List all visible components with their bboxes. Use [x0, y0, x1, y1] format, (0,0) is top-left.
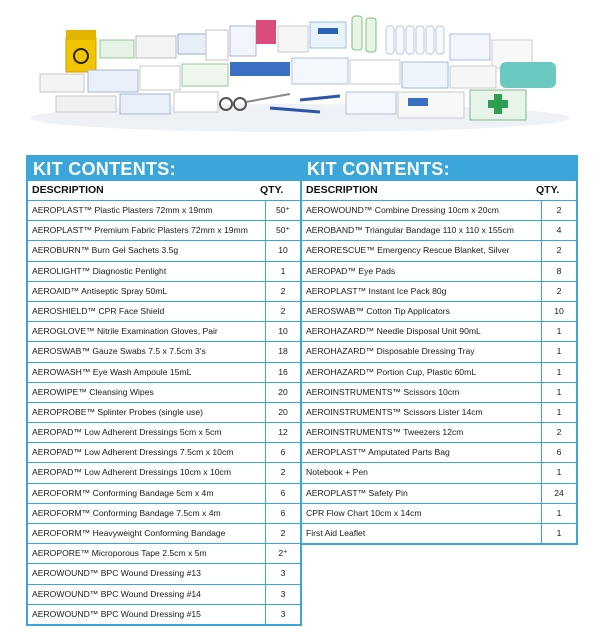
item-qty: 2 [556, 285, 562, 296]
item-description: Notebook + Pen [302, 463, 542, 482]
table-row [302, 302, 576, 322]
qty-column-header: QTY. [536, 184, 560, 196]
table-row [302, 524, 576, 543]
table-row [302, 443, 576, 463]
table-row [302, 363, 576, 383]
item-description: AEROPAD™ Low Adherent Dressings 5cm x 5cm [28, 423, 266, 442]
item-description: AEROLIGHT™ Diagnostic Penlight [28, 262, 266, 281]
table-row [28, 463, 300, 483]
table-row [28, 443, 300, 463]
item-qty: 10 [278, 245, 288, 256]
item-qty: 10 [554, 305, 564, 316]
item-description: AEROPLAST™ Safety Pin [302, 484, 542, 503]
item-qty: 6 [280, 447, 286, 458]
table-row [28, 342, 300, 362]
item-qty: 1 [280, 265, 286, 276]
kit-contents-table-right [300, 155, 578, 545]
item-qty: 3 [280, 588, 286, 599]
table-row [302, 221, 576, 241]
table-row [28, 605, 300, 624]
item-description: AEROGLOVE™ Nitrile Examination Gloves, Pair [28, 322, 266, 341]
table-row [302, 262, 576, 282]
table-row [302, 241, 576, 261]
table-row [28, 201, 300, 221]
item-qty: 2 [556, 205, 562, 215]
item-description: AEROFORM™ Heavyweight Conforming Bandage [28, 524, 266, 543]
item-qty: 2⁺ [278, 548, 288, 559]
item-description: AEROWOUND™ BPC Wound Dressing #14 [28, 585, 266, 604]
kit-contents-photo [0, 0, 600, 150]
item-description: AEROHAZARD™ Portion Cup, Plastic 60mL [302, 363, 542, 382]
item-description: AEROWOUND™ BPC Wound Dressing #15 [28, 605, 266, 624]
item-qty: 6 [556, 447, 562, 458]
item-description: CPR Flow Chart 10cm x 14cm [302, 504, 542, 523]
item-description: AEROBURN™ Burn Gel Sachets 3.5g [28, 241, 266, 260]
item-description: AEROPLAST™ Plastic Plasters 72mm x 19mm [28, 201, 266, 220]
item-description: AEROSWAB™ Cotton Tip Applicators [302, 302, 542, 321]
item-description: AEROSWAB™ Gauze Swabs 7.5 x 7.5cm 3's [28, 342, 266, 361]
table-row [28, 221, 300, 241]
item-description: AEROWIPE™ Cleansing Wipes [28, 383, 266, 402]
item-qty: 8 [556, 265, 562, 276]
table-row [28, 322, 300, 342]
item-description: AEROFORM™ Conforming Bandage 5cm x 4m [28, 484, 266, 503]
item-qty: 4 [556, 225, 562, 236]
table-row [302, 282, 576, 302]
table-row [28, 262, 300, 282]
item-description: AEROWOUND™ BPC Wound Dressing #13 [28, 564, 266, 583]
item-qty: 16 [278, 366, 288, 377]
table-row [302, 504, 576, 524]
table-row [28, 544, 300, 564]
item-description: AEROPAD™ Low Adherent Dressings 10cm x 10cm [28, 463, 266, 482]
description-column-header: DESCRIPTION [32, 184, 104, 196]
item-qty: 2 [556, 427, 562, 438]
table-row [302, 463, 576, 483]
item-description: AEROFORM™ Conforming Bandage 7.5cm x 4m [28, 504, 266, 523]
table-row [302, 201, 576, 221]
table-title: KIT CONTENTS: [302, 157, 576, 181]
item-qty: 1 [556, 406, 562, 417]
item-qty: 18 [278, 346, 288, 357]
item-description: AEROINSTRUMENTS™ Scissors Lister 14cm [302, 403, 542, 422]
item-qty: 20 [278, 406, 288, 417]
item-description: AEROINSTRUMENTS™ Tweezers 12cm [302, 423, 542, 442]
item-description: AEROPLAST™ Amputated Parts Bag [302, 443, 542, 462]
table-header [28, 181, 300, 201]
table-row [302, 403, 576, 423]
item-qty: 50⁺ [275, 225, 291, 236]
table-title: KIT CONTENTS: [28, 157, 300, 181]
first-aid-case-icon [470, 90, 526, 120]
item-qty: 6 [280, 507, 286, 518]
item-description: AEROPAD™ Low Adherent Dressings 7.5cm x 10cm [28, 443, 266, 462]
item-description: AEROBAND™ Triangular Bandage 110 x 110 x 155cm [302, 221, 542, 240]
item-qty: 1 [556, 507, 562, 518]
table-header [302, 181, 576, 201]
item-qty: 12 [278, 427, 288, 438]
biohazard-box-icon [66, 30, 96, 72]
table-row [28, 383, 300, 403]
table-row [28, 241, 300, 261]
table-row [302, 322, 576, 342]
item-description: AEROWASH™ Eye Wash Ampoule 15mL [28, 363, 266, 382]
table-row [28, 282, 300, 302]
item-qty: 1 [556, 326, 562, 337]
item-description: First Aid Leaflet [302, 524, 542, 543]
table-row [28, 504, 300, 524]
item-description: AEROPROBE™ Splinter Probes (single use) [28, 403, 266, 422]
item-qty: 2 [280, 285, 286, 296]
item-qty: 50⁺ [275, 205, 291, 215]
table-row [302, 484, 576, 504]
item-description: AEROPLAST™ Premium Fabric Plasters 72mm x 19mm [28, 221, 266, 240]
item-description: AEROHAZARD™ Needle Disposal Unit 90mL [302, 322, 542, 341]
item-qty: 2 [280, 528, 286, 538]
table-row [28, 403, 300, 423]
item-description: AEROHAZARD™ Disposable Dressing Tray [302, 342, 542, 361]
description-column-header: DESCRIPTION [306, 184, 378, 196]
item-qty: 10 [278, 326, 288, 337]
item-qty: 1 [556, 386, 562, 397]
item-description: AEROPORE™ Microporous Tape 2.5cm x 5m [28, 544, 266, 563]
qty-column-header: QTY. [260, 184, 284, 196]
item-qty: 20 [278, 386, 288, 397]
table-row [28, 564, 300, 584]
item-description: AEROINSTRUMENTS™ Scissors 10cm [302, 383, 542, 402]
kit-contents-table-left [26, 155, 302, 626]
item-description: AEROSHIELD™ CPR Face Shield [28, 302, 266, 321]
item-qty: 2 [556, 245, 562, 256]
table-row [28, 524, 300, 544]
table-row [28, 585, 300, 605]
item-qty: 2 [280, 305, 286, 316]
item-qty: 2 [280, 467, 286, 478]
table-row [28, 484, 300, 504]
table-row [302, 383, 576, 403]
item-qty: 3 [280, 568, 286, 579]
table-row [28, 423, 300, 443]
item-qty: 1 [556, 528, 562, 538]
item-description: AERORESCUE™ Emergency Rescue Blanket, Silver [302, 241, 542, 260]
item-qty: 3 [280, 608, 286, 619]
table-row [302, 342, 576, 362]
table-row [302, 423, 576, 443]
item-description: AEROWOUND™ Combine Dressing 10cm x 20cm [302, 201, 542, 220]
table-row [28, 363, 300, 383]
item-qty: 1 [556, 346, 562, 357]
item-qty: 24 [554, 487, 564, 498]
item-description: AEROAID™ Antiseptic Spray 50mL [28, 282, 266, 301]
item-description: AEROPAD™ Eye Pads [302, 262, 542, 281]
item-qty: 1 [556, 467, 562, 478]
item-description: AEROPLAST™ Instant Ice Pack 80g [302, 282, 542, 301]
table-row [28, 302, 300, 322]
item-qty: 6 [280, 487, 286, 498]
item-qty: 1 [556, 366, 562, 377]
